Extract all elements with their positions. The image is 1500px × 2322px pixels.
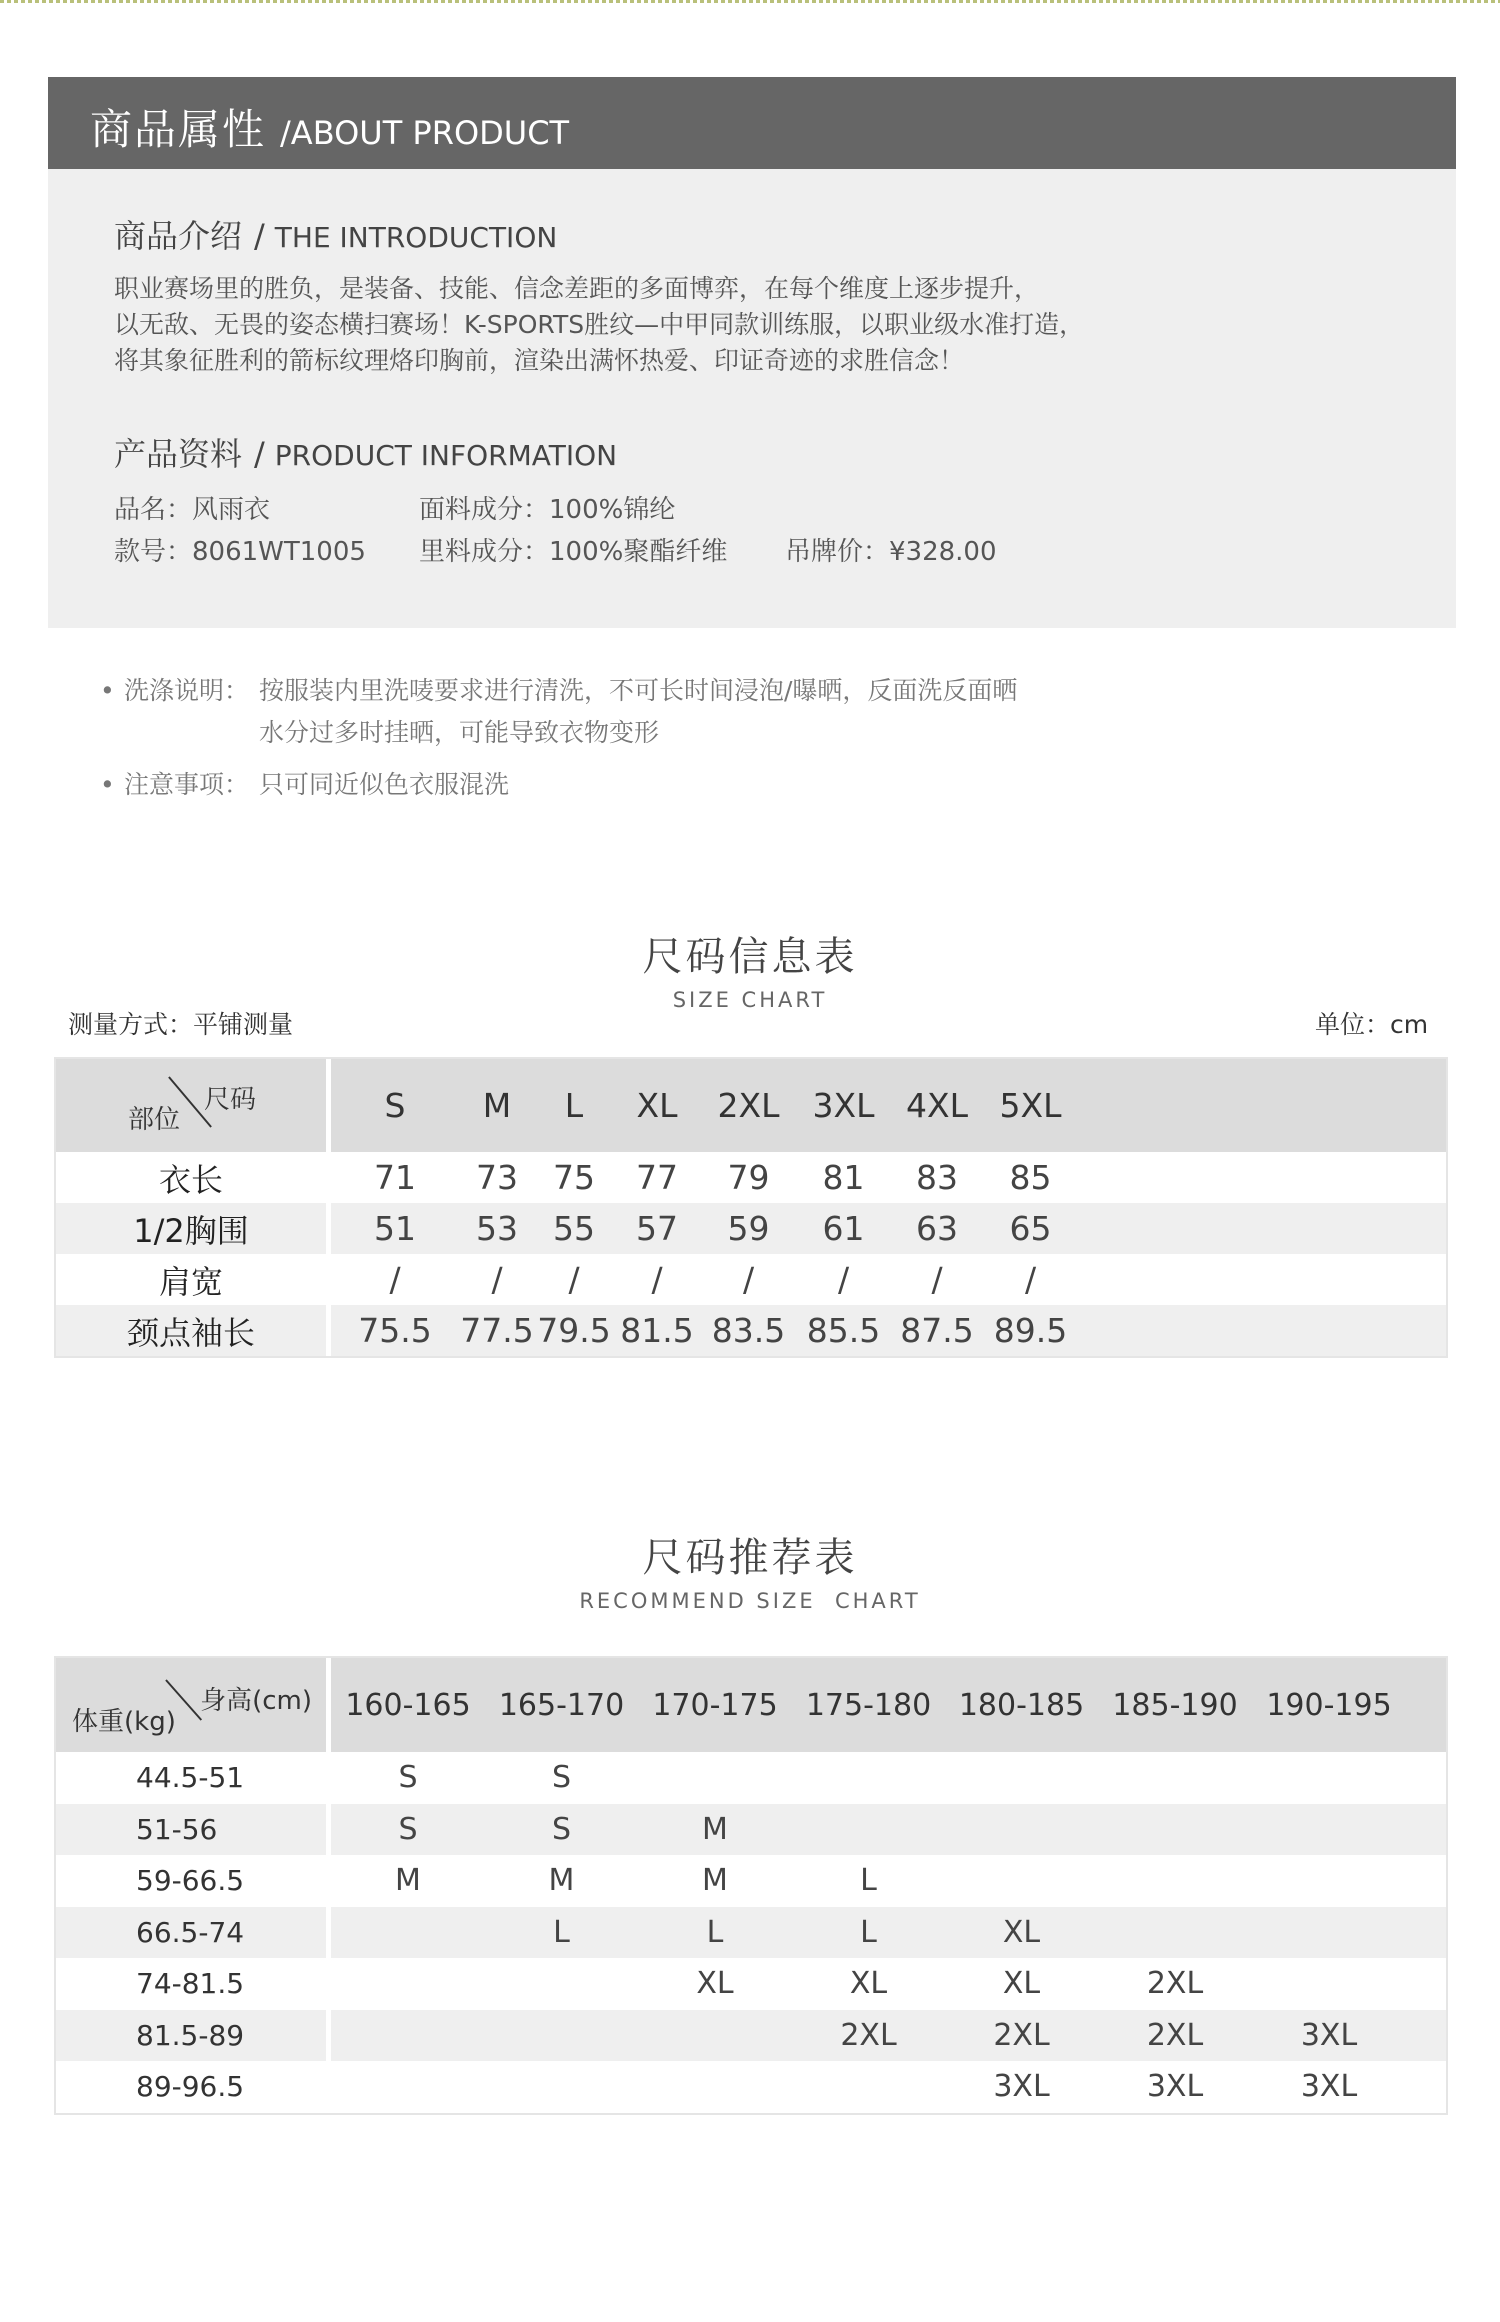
recommend-size-cell [331,2010,485,2062]
recommend-size-cell: XL [849,1966,888,2002]
about-title: 商品属性 [90,105,267,154]
height-header-cell: 180-185 [958,1687,1085,1723]
recommend-size-cell [1252,1855,1406,1907]
recommend-size-cell [331,2061,485,2113]
size-value-cell: / [931,1260,943,1299]
wash-text-cont: 水分过多时挂晒，可能导致衣物变形 [259,718,660,747]
recommend-size-cell [1252,1958,1406,2010]
size-header-l: L [564,1086,584,1125]
size-header-row [56,1059,1446,1152]
recommend-size-cell: 2XL [993,2017,1050,2053]
size-value-cell: 63 [916,1209,958,1248]
recommend-size-cell [1252,1907,1406,1959]
size-header-s: S [384,1086,406,1125]
size-value-cell: 61 [822,1209,865,1248]
height-header-cell: 165-170 [498,1687,625,1723]
size-chart-table [54,1057,1448,1358]
style-number: 款号：8061WT1005 [114,537,366,567]
note-label: 注意事项： [124,770,250,799]
recommend-row [56,1958,1446,2010]
intro-heading [114,211,1456,257]
size-value-cell: 59 [727,1209,770,1248]
tag-price: 吊牌价：¥328.00 [785,537,997,567]
info-heading [114,429,1456,475]
size-value-cell: 53 [476,1209,518,1248]
corner-bottom-label: 体重(kg) [72,1707,176,1737]
recommend-row [56,1804,1446,1856]
weight-label: 89-96.5 [56,2061,331,2113]
recommend-size-cell [792,1752,945,1804]
size-value-cell: 79 [727,1158,770,1197]
recommend-size-cell [1098,1907,1252,1959]
recommend-size-cell: 2XL [1146,2017,1204,2053]
recommend-size-cell: 3XL [1300,2017,1358,2053]
bullet-icon: • [100,676,115,705]
size-value-cell: / [389,1260,401,1299]
wash-label: 洗涤说明： [124,676,250,705]
size-value-cell: 81 [822,1158,865,1197]
recommend-row [56,2010,1446,2062]
size-value-cell: 51 [374,1209,416,1248]
recommend-size-cell [331,1907,485,1959]
size-value-cell: 83 [916,1158,958,1197]
recommend-size-cell: XL [1002,1966,1041,2002]
recommend-row [56,1855,1446,1907]
recommend-size-cell [638,1752,792,1804]
recommend-size-cell: 3XL [993,2069,1050,2105]
recommend-size-cell [485,2010,638,2062]
size-value-cell: / [568,1260,580,1299]
bullet-icon: • [100,770,115,799]
recommend-size-cell [792,1804,945,1856]
recommend-size-cell [945,1855,1098,1907]
size-value-cell: 55 [553,1209,595,1248]
size-header-3xl: 3XL [812,1086,875,1125]
recommend-size-cell: XL [1002,1914,1041,1950]
recommend-size-cell [638,2010,792,2062]
weight-label: 44.5-51 [56,1752,331,1804]
product-info [114,489,1456,573]
height-header-cell: 175-180 [805,1687,932,1723]
recommend-size-cell [1098,1804,1252,1856]
recommend-size-cell: L [553,1914,570,1950]
recommend-row [56,2061,1446,2113]
row-label: 衣长 [56,1152,331,1203]
weight-label: 51-56 [56,1804,331,1856]
recommend-size-cell [331,1958,485,2010]
size-header-5xl: 5XL [999,1086,1062,1125]
weight-label: 59-66.5 [56,1855,331,1907]
recommend-row [56,1752,1446,1804]
size-value-cell: 57 [636,1209,678,1248]
corner-top-label: 身高(cm) [200,1686,312,1716]
about-product-header [48,77,1456,169]
recommend-size-cell [485,2061,638,2113]
size-row [56,1203,1446,1254]
intro-line: 将其象征胜利的箭标纹理烙印胸前，渲染出满怀热爱、印证奇迹的求胜信念！ [114,346,965,375]
recommend-size-cell [1252,1804,1406,1856]
size-value-cell: 75 [553,1158,595,1197]
size-value-cell: 81.5 [620,1311,694,1350]
recommend-size-cell [485,1958,638,2010]
recommend-chart-heading [0,1526,1500,1613]
measure-method: 测量方式：平铺测量 [68,1010,294,1039]
row-label: 1/2胸围 [56,1203,331,1254]
fabric-composition: 面料成分：100%锦纶 [419,495,676,525]
size-header-m: M [482,1086,512,1125]
unit-label: 单位：cm [1315,1010,1429,1039]
recommend-size-cell: 2XL [840,2017,897,2053]
care-notes [100,670,1017,806]
size-chart-subtitle: SIZE CHART [672,988,828,1012]
recommend-size-cell [945,1752,1098,1804]
weight-label: 66.5-74 [56,1907,331,1959]
corner-top-label: 尺码 [203,1085,256,1115]
recommend-header-row [56,1658,1446,1752]
product-name: 品名：风雨衣 [114,495,271,525]
corner-cell [56,1658,331,1752]
size-value-cell: / [651,1260,663,1299]
intro-text [114,271,1456,379]
size-value-cell: 79.5 [537,1311,611,1350]
note-text: 只可同近似色衣服混洗 [259,770,510,799]
size-value-cell: 85 [1009,1158,1052,1197]
wash-text: 按服装内里洗唛要求进行清洗，不可长时间浸泡/曝晒，反面洗反面晒 [259,676,1018,705]
size-value-cell: 75.5 [358,1311,432,1350]
intro-line: 职业赛场里的胜负，是装备、技能、信念差距的多面博弈，在每个维度上逐步提升， [114,274,1040,303]
size-chart-heading [0,925,1500,1012]
row-label: 颈点袖长 [56,1305,331,1356]
recommend-size-cell: M [548,1863,575,1899]
recommend-chart-title: 尺码推荐表 [642,1535,858,1581]
recommend-row [56,1907,1446,1959]
size-value-cell: 89.5 [993,1311,1068,1350]
size-value-cell: 87.5 [900,1311,974,1350]
heading-slash: / [254,217,265,255]
size-row [56,1152,1446,1203]
size-value-cell: 65 [1009,1209,1052,1248]
recommend-size-cell [945,1804,1098,1856]
height-header-cell: 185-190 [1112,1687,1238,1723]
recommend-chart-subtitle: RECOMMEND SIZE CHART [579,1589,921,1613]
size-value-cell: 77 [636,1158,678,1197]
intro-heading-zh: 商品介绍 [114,217,243,255]
recommend-size-cell [1252,1752,1406,1804]
height-header-cell: 170-175 [652,1687,778,1723]
recommend-size-cell: 2XL [1146,1966,1204,2002]
height-header-cell: 160-165 [345,1687,471,1723]
recommend-size-cell: L [860,1914,877,1950]
size-row [56,1254,1446,1305]
size-chart-title: 尺码信息表 [642,934,858,980]
recommend-size-cell: M [702,1811,728,1847]
recommend-size-cell: XL [696,1966,734,2002]
top-dotted-rule [0,0,1500,3]
intro-line: 以无敌、无畏的姿态横扫赛场！K-SPORTS胜纹—中甲同款训练服，以职业级水准打造， [114,310,1085,339]
recommend-size-cell [1098,1855,1252,1907]
about-title-en: /ABOUT PRODUCT [280,114,570,152]
recommend-size-cell: L [860,1863,877,1899]
recommend-size-table [54,1656,1448,2115]
recommend-size-cell [1098,1752,1252,1804]
size-value-cell: 83.5 [711,1311,786,1350]
size-value-cell: / [837,1260,850,1299]
height-header-cell: 190-195 [1266,1687,1392,1723]
size-value-cell: 85.5 [806,1311,881,1350]
recommend-size-cell: 3XL [1300,2069,1358,2105]
recommend-size-cell: M [702,1863,728,1899]
about-product-panel [48,77,1456,628]
size-row [56,1305,1446,1356]
recommend-size-cell: L [706,1914,724,1950]
intro-heading-en: THE INTRODUCTION [274,221,558,254]
size-header-4xl: 4XL [906,1086,968,1125]
size-value-cell: / [1024,1260,1037,1299]
size-header-xl: XL [636,1086,678,1125]
recommend-size-cell: S [398,1811,418,1847]
weight-label: 74-81.5 [56,1958,331,2010]
info-heading-en: PRODUCT INFORMATION [274,439,618,472]
corner-bottom-label: 部位 [128,1105,181,1135]
row-label: 肩宽 [56,1254,331,1305]
recommend-size-cell: S [551,1760,572,1796]
recommend-size-cell: S [398,1760,418,1796]
diagonal-divider [56,1059,326,1152]
heading-slash: / [254,435,265,473]
lining-composition: 里料成分：100%聚酯纤维 [419,537,728,567]
size-value-cell: 73 [476,1158,518,1197]
weight-label: 81.5-89 [56,2010,331,2062]
size-value-cell: / [742,1260,755,1299]
corner-cell [56,1059,331,1152]
size-value-cell: 77.5 [460,1311,534,1350]
size-value-cell: 71 [374,1158,416,1197]
info-heading-zh: 产品资料 [114,435,243,473]
recommend-size-cell: M [395,1863,421,1899]
recommend-size-cell [792,2061,945,2113]
recommend-size-cell [638,2061,792,2113]
recommend-size-cell: 3XL [1146,2069,1204,2105]
size-value-cell: / [491,1260,503,1299]
size-header-2xl: 2XL [717,1086,780,1125]
recommend-size-cell: S [551,1811,572,1847]
